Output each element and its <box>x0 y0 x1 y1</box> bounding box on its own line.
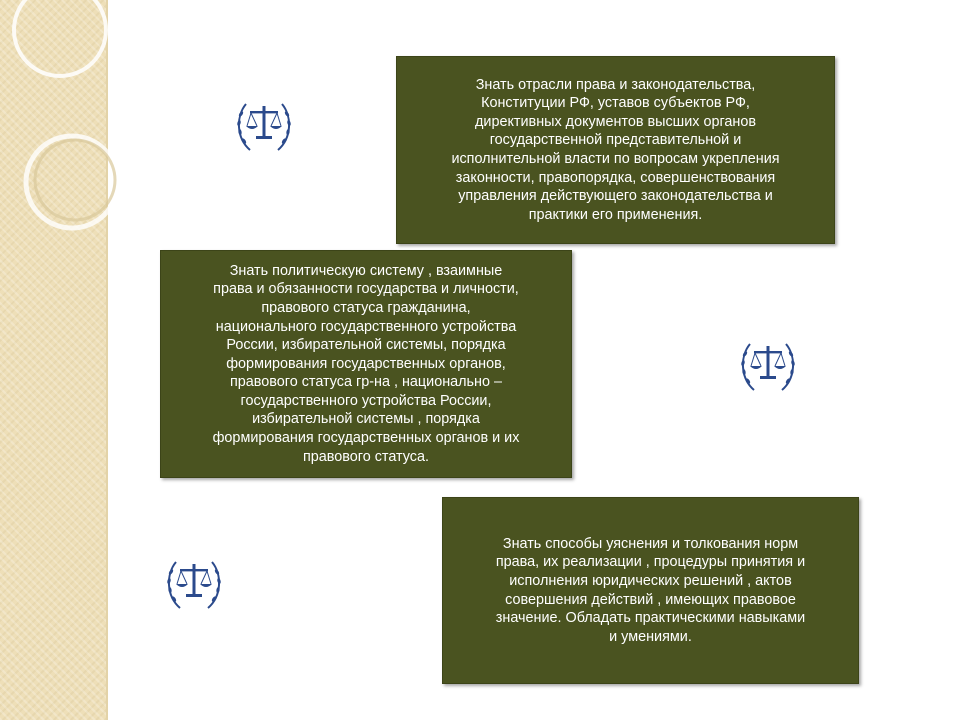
text-block-political-system <box>160 250 572 478</box>
decorative-rings-icon <box>0 0 140 250</box>
scales-of-justice-emblem-icon <box>232 94 296 158</box>
text-block-legislation <box>396 56 835 244</box>
text-block-legislation-text: Знать отрасли права и законодательства, Конституции РФ, уставов субъектов РФ, директивных документов высших органов государственной представительной и исполнительной власти по вопросам укрепления законности, правопорядка, совершенствования управления действующего законодательства и практики его применения. <box>451 76 780 223</box>
text-block-interpretation <box>442 497 859 684</box>
scales-of-justice-emblem-icon <box>736 334 800 398</box>
text-block-political-system-text: Знать политическую систему , взаимные права и обязанности государства и личности, правового статуса гражданина, национального государственного устройства России, избирательной системы, порядка формирования государственных органов, правового статуса гр-на , национально – государственного устройства России, избирательной системы , порядка формирования государственных органов и их правового статуса. <box>212 262 520 465</box>
scales-of-justice-emblem-icon <box>162 552 226 616</box>
text-block-interpretation-text: Знать способы уяснения и толкования норм права, их реализации , процедуры принятия и исполнения юридических решений , актов совершения действий , имеющих правовое значение. Обладать практическими навыками и умениями. <box>495 535 806 645</box>
